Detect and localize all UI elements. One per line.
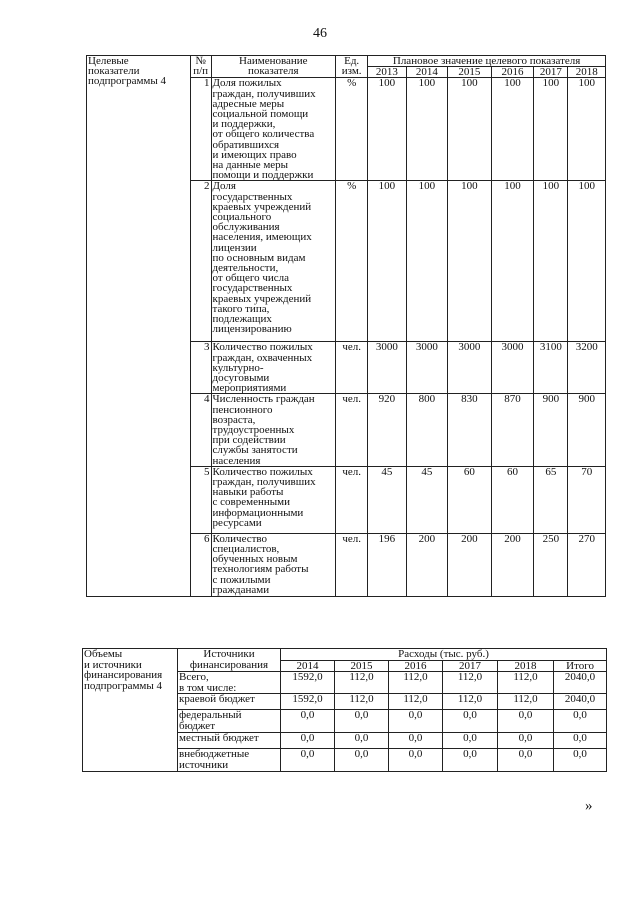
- indicator-value: 100: [491, 181, 534, 342]
- header-sources: Источники финансирования: [178, 649, 281, 672]
- finance-value: 112,0: [335, 672, 389, 694]
- finance-source: краевой бюджет: [178, 694, 281, 710]
- finance-value: 112,0: [443, 694, 498, 710]
- finance-table: [82, 648, 607, 772]
- finance-value: 0,0: [281, 733, 335, 749]
- indicator-value: 70: [568, 466, 606, 533]
- year-header: 2018: [568, 67, 606, 78]
- indicator-value: 270: [568, 533, 606, 596]
- finance-value: 0,0: [498, 733, 554, 749]
- indicator-value: 100: [491, 78, 534, 181]
- finance-value: 112,0: [389, 672, 443, 694]
- finance-value: 112,0: [443, 672, 498, 694]
- targets-table: [86, 55, 606, 597]
- indicator-name: Доля пожилых граждан, получивших адресные меры социальной помощи и поддержки, от общего количества обратившихся и имеющих право на данные меры помощи и поддержки: [211, 78, 336, 181]
- indicator-value: 60: [448, 466, 492, 533]
- finance-value: 0,0: [335, 710, 389, 733]
- indicator-unit: %: [336, 181, 368, 342]
- row-num: 2: [190, 181, 211, 342]
- finance-column-header: Итого: [554, 660, 607, 672]
- indicator-value: 3000: [491, 342, 534, 394]
- finance-value: 0,0: [443, 710, 498, 733]
- indicator-value: 3200: [568, 342, 606, 394]
- row-num: 4: [190, 394, 211, 466]
- year-header: 2017: [534, 67, 568, 78]
- indicator-value: 200: [448, 533, 492, 596]
- indicator-value: 900: [568, 394, 606, 466]
- finance-column-header: 2017: [443, 660, 498, 672]
- year-header: 2013: [368, 67, 406, 78]
- header-name: Наименование показателя: [211, 56, 336, 78]
- indicator-value: 920: [368, 394, 406, 466]
- indicator-value: 45: [368, 466, 406, 533]
- indicator-unit: чел.: [336, 466, 368, 533]
- indicator-value: 3100: [534, 342, 568, 394]
- header-unit: Ед. изм.: [336, 56, 368, 78]
- finance-section-label: Объемы и источники финансирования подпрограммы 4: [83, 649, 178, 772]
- finance-value: 1592,0: [281, 672, 335, 694]
- year-header: 2016: [491, 67, 534, 78]
- finance-value: 112,0: [335, 694, 389, 710]
- finance-column-header: 2016: [389, 660, 443, 672]
- indicator-value: 250: [534, 533, 568, 596]
- header-plan: Плановое значение целевого показателя: [368, 56, 606, 67]
- indicator-value: 3000: [368, 342, 406, 394]
- indicator-name: Численность граждан пенсионного возраста, трудоустроенных при содействии службы занятости населения: [211, 394, 336, 466]
- indicator-value: 100: [448, 181, 492, 342]
- indicator-value: 45: [406, 466, 448, 533]
- finance-value: 0,0: [389, 749, 443, 772]
- finance-value: 0,0: [389, 710, 443, 733]
- indicator-value: 100: [568, 78, 606, 181]
- indicator-value: 100: [368, 78, 406, 181]
- finance-column-header: 2018: [498, 660, 554, 672]
- finance-header-row: [83, 649, 607, 661]
- indicator-value: 100: [406, 181, 448, 342]
- finance-value: 112,0: [498, 672, 554, 694]
- finance-source: внебюджетные источники: [178, 749, 281, 772]
- finance-value: 0,0: [443, 733, 498, 749]
- indicator-value: 3000: [448, 342, 492, 394]
- finance-column-header: 2015: [335, 660, 389, 672]
- finance-value: 1592,0: [281, 694, 335, 710]
- indicator-value: 60: [491, 466, 534, 533]
- year-header: 2015: [448, 67, 492, 78]
- row-num: 5: [190, 466, 211, 533]
- finance-value: 0,0: [498, 710, 554, 733]
- finance-source: федеральный бюджет: [178, 710, 281, 733]
- indicator-value: 830: [448, 394, 492, 466]
- finance-value: 0,0: [554, 749, 607, 772]
- row-num: 3: [190, 342, 211, 394]
- header-expenses: Расходы (тыс. руб.): [281, 649, 607, 661]
- closing-quote-mark: »: [585, 798, 593, 814]
- indicator-value: 100: [368, 181, 406, 342]
- indicator-value: 65: [534, 466, 568, 533]
- indicator-value: 196: [368, 533, 406, 596]
- indicator-unit: чел.: [336, 394, 368, 466]
- indicator-value: 800: [406, 394, 448, 466]
- finance-value: 0,0: [554, 710, 607, 733]
- finance-value: 0,0: [389, 733, 443, 749]
- year-header: 2014: [406, 67, 448, 78]
- indicator-unit: %: [336, 78, 368, 181]
- indicator-value: 900: [534, 394, 568, 466]
- indicator-value: 100: [534, 78, 568, 181]
- indicator-value: 100: [534, 181, 568, 342]
- finance-column-header: 2014: [281, 660, 335, 672]
- indicator-name: Доля государственных краевых учреждений социального обслуживания населения, имеющих лицензии по основным видам деятельности, от общего числа государственных краевых учреждений такого типа, подлежащих лицензированию: [211, 181, 336, 342]
- finance-value: 2040,0: [554, 694, 607, 710]
- page-number: 46: [313, 26, 327, 41]
- indicator-value: 100: [568, 181, 606, 342]
- finance-value: 0,0: [554, 733, 607, 749]
- finance-value: 0,0: [335, 733, 389, 749]
- finance-value: 0,0: [335, 749, 389, 772]
- finance-source: Всего, в том числе:: [178, 672, 281, 694]
- targets-header-row: [87, 56, 606, 67]
- indicator-value: 200: [406, 533, 448, 596]
- indicator-value: 870: [491, 394, 534, 466]
- finance-value: 0,0: [443, 749, 498, 772]
- indicator-name: Количество специалистов, обученных новым технологиям работы с пожилыми гражданами: [211, 533, 336, 596]
- finance-value: 0,0: [281, 749, 335, 772]
- indicator-name: Количество пожилых граждан, охваченных культурно- досуговыми мероприятиями: [211, 342, 336, 394]
- row-num: 6: [190, 533, 211, 596]
- indicator-name: Количество пожилых граждан, получивших навыки работы с современными информационными ресурсами: [211, 466, 336, 533]
- finance-source: местный бюджет: [178, 733, 281, 749]
- header-num: № п/п: [190, 56, 211, 78]
- indicator-value: 100: [448, 78, 492, 181]
- indicator-unit: чел.: [336, 342, 368, 394]
- indicator-value: 200: [491, 533, 534, 596]
- targets-section-label: Целевые показатели подпрограммы 4: [87, 56, 191, 597]
- finance-value: 112,0: [498, 694, 554, 710]
- indicator-unit: чел.: [336, 533, 368, 596]
- finance-value: 2040,0: [554, 672, 607, 694]
- indicator-value: 3000: [406, 342, 448, 394]
- finance-value: 0,0: [498, 749, 554, 772]
- finance-value: 0,0: [281, 710, 335, 733]
- finance-value: 112,0: [389, 694, 443, 710]
- indicator-value: 100: [406, 78, 448, 181]
- row-num: 1: [190, 78, 211, 181]
